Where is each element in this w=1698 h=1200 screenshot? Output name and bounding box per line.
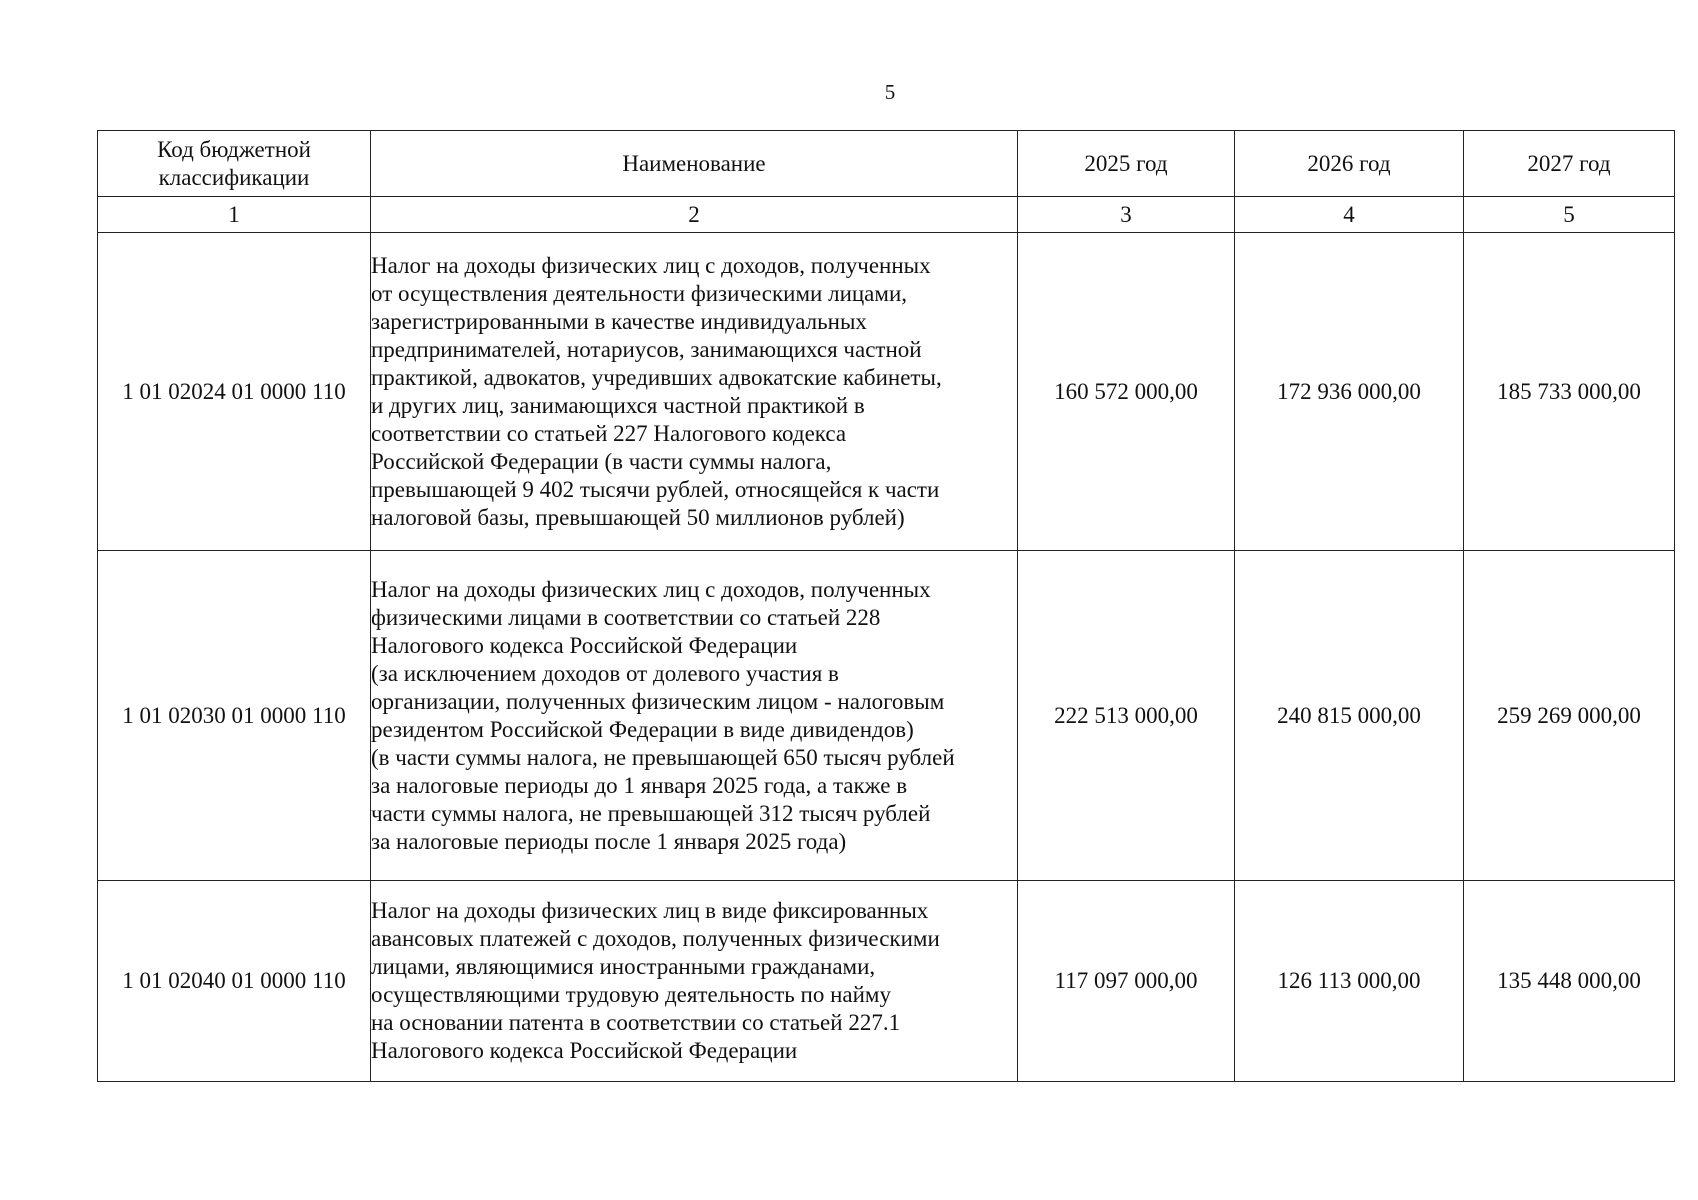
amount-2027: 259 269 000,00 [1464, 551, 1675, 881]
header-2027: 2027 год [1464, 131, 1675, 197]
amount-2026: 240 815 000,00 [1235, 551, 1464, 881]
budget-revenue-table [97, 130, 1675, 1082]
name-line: (в части суммы налога, не превышающей 650 тысяч рублей [371, 744, 955, 770]
column-number: 2 [371, 197, 1018, 233]
name-line: авансовых платежей с доходов, полученных физическими [371, 926, 940, 951]
name-line: за налоговые периоды после 1 января 2025 года) [371, 828, 847, 854]
name-line: физическими лицами в соответствии со статьей 228 [371, 604, 881, 630]
amount-2027: 135 448 000,00 [1464, 881, 1675, 1082]
table-row [98, 551, 1675, 881]
table-row [98, 881, 1675, 1082]
name-line: резидентом Российской Федерации в виде дивидендов) [371, 716, 914, 742]
name-line: предпринимателей, нотариусов, занимающихся частной [371, 336, 922, 362]
name-line: организации, полученных физическим лицом - налоговым [371, 688, 945, 714]
name-line: соответствии со статьей 227 Налогового кодекса [371, 420, 847, 446]
budget-code: 1 01 02040 01 0000 110 [98, 881, 371, 1082]
name-line: за налоговые периоды до 1 января 2025 года, а также в [371, 772, 908, 798]
budget-code: 1 01 02030 01 0000 110 [98, 551, 371, 881]
income-name [371, 233, 1018, 551]
column-number: 5 [1464, 197, 1675, 233]
header-code: Код бюджетной классификации [98, 131, 371, 197]
amount-2026: 126 113 000,00 [1235, 881, 1464, 1082]
amount-2025: 117 097 000,00 [1018, 881, 1235, 1082]
table-row [98, 233, 1675, 551]
name-line: Налог на доходы физических лиц с доходов, полученных [371, 252, 931, 278]
name-line: Налогового кодекса Российской Федерации [371, 1038, 798, 1063]
income-name [371, 551, 1018, 881]
header-2026: 2026 год [1235, 131, 1464, 197]
name-line: практикой, адвокатов, учредивших адвокатские кабинеты, [371, 364, 942, 390]
name-line: Налог на доходы физических лиц с доходов, полученных [371, 576, 931, 602]
name-line: на основании патента в соответствии со статьей 227.1 [371, 1010, 901, 1035]
column-number: 3 [1018, 197, 1235, 233]
name-line: и других лиц, занимающихся частной практикой в [371, 392, 865, 418]
name-line: от осуществления деятельности физическими лицами, [371, 280, 908, 306]
name-line: Налогового кодекса Российской Федерации [371, 632, 798, 658]
name-line: налоговой базы, превышающей 50 миллионов рублей) [371, 504, 905, 530]
amount-2025: 160 572 000,00 [1018, 233, 1235, 551]
column-number: 4 [1235, 197, 1464, 233]
budget-code: 1 01 02024 01 0000 110 [98, 233, 371, 551]
name-line: превышающей 9 402 тысячи рублей, относящейся к части [371, 476, 940, 502]
amount-2027: 185 733 000,00 [1464, 233, 1675, 551]
name-line: Налог на доходы физических лиц в виде фиксированных [371, 898, 929, 923]
header-name: Наименование [371, 131, 1018, 197]
amount-2025: 222 513 000,00 [1018, 551, 1235, 881]
name-line: части суммы налога, не превышающей 312 тысяч рублей [371, 800, 931, 826]
income-name [371, 881, 1018, 1082]
page-number: 5 [884, 80, 896, 104]
name-line: зарегистрированными в качестве индивидуальных [371, 308, 867, 334]
column-number: 1 [98, 197, 371, 233]
name-line: Российской Федерации (в части суммы налога, [371, 448, 832, 474]
name-line: (за исключением доходов от долевого участия в [371, 660, 839, 686]
header-2025: 2025 год [1018, 131, 1235, 197]
name-line: осуществляющими трудовую деятельность по найму [371, 982, 891, 1007]
name-line: лицами, являющимися иностранными гражданами, [371, 954, 876, 979]
table-header-row [98, 131, 1675, 197]
column-number-row [98, 197, 1675, 233]
amount-2026: 172 936 000,00 [1235, 233, 1464, 551]
